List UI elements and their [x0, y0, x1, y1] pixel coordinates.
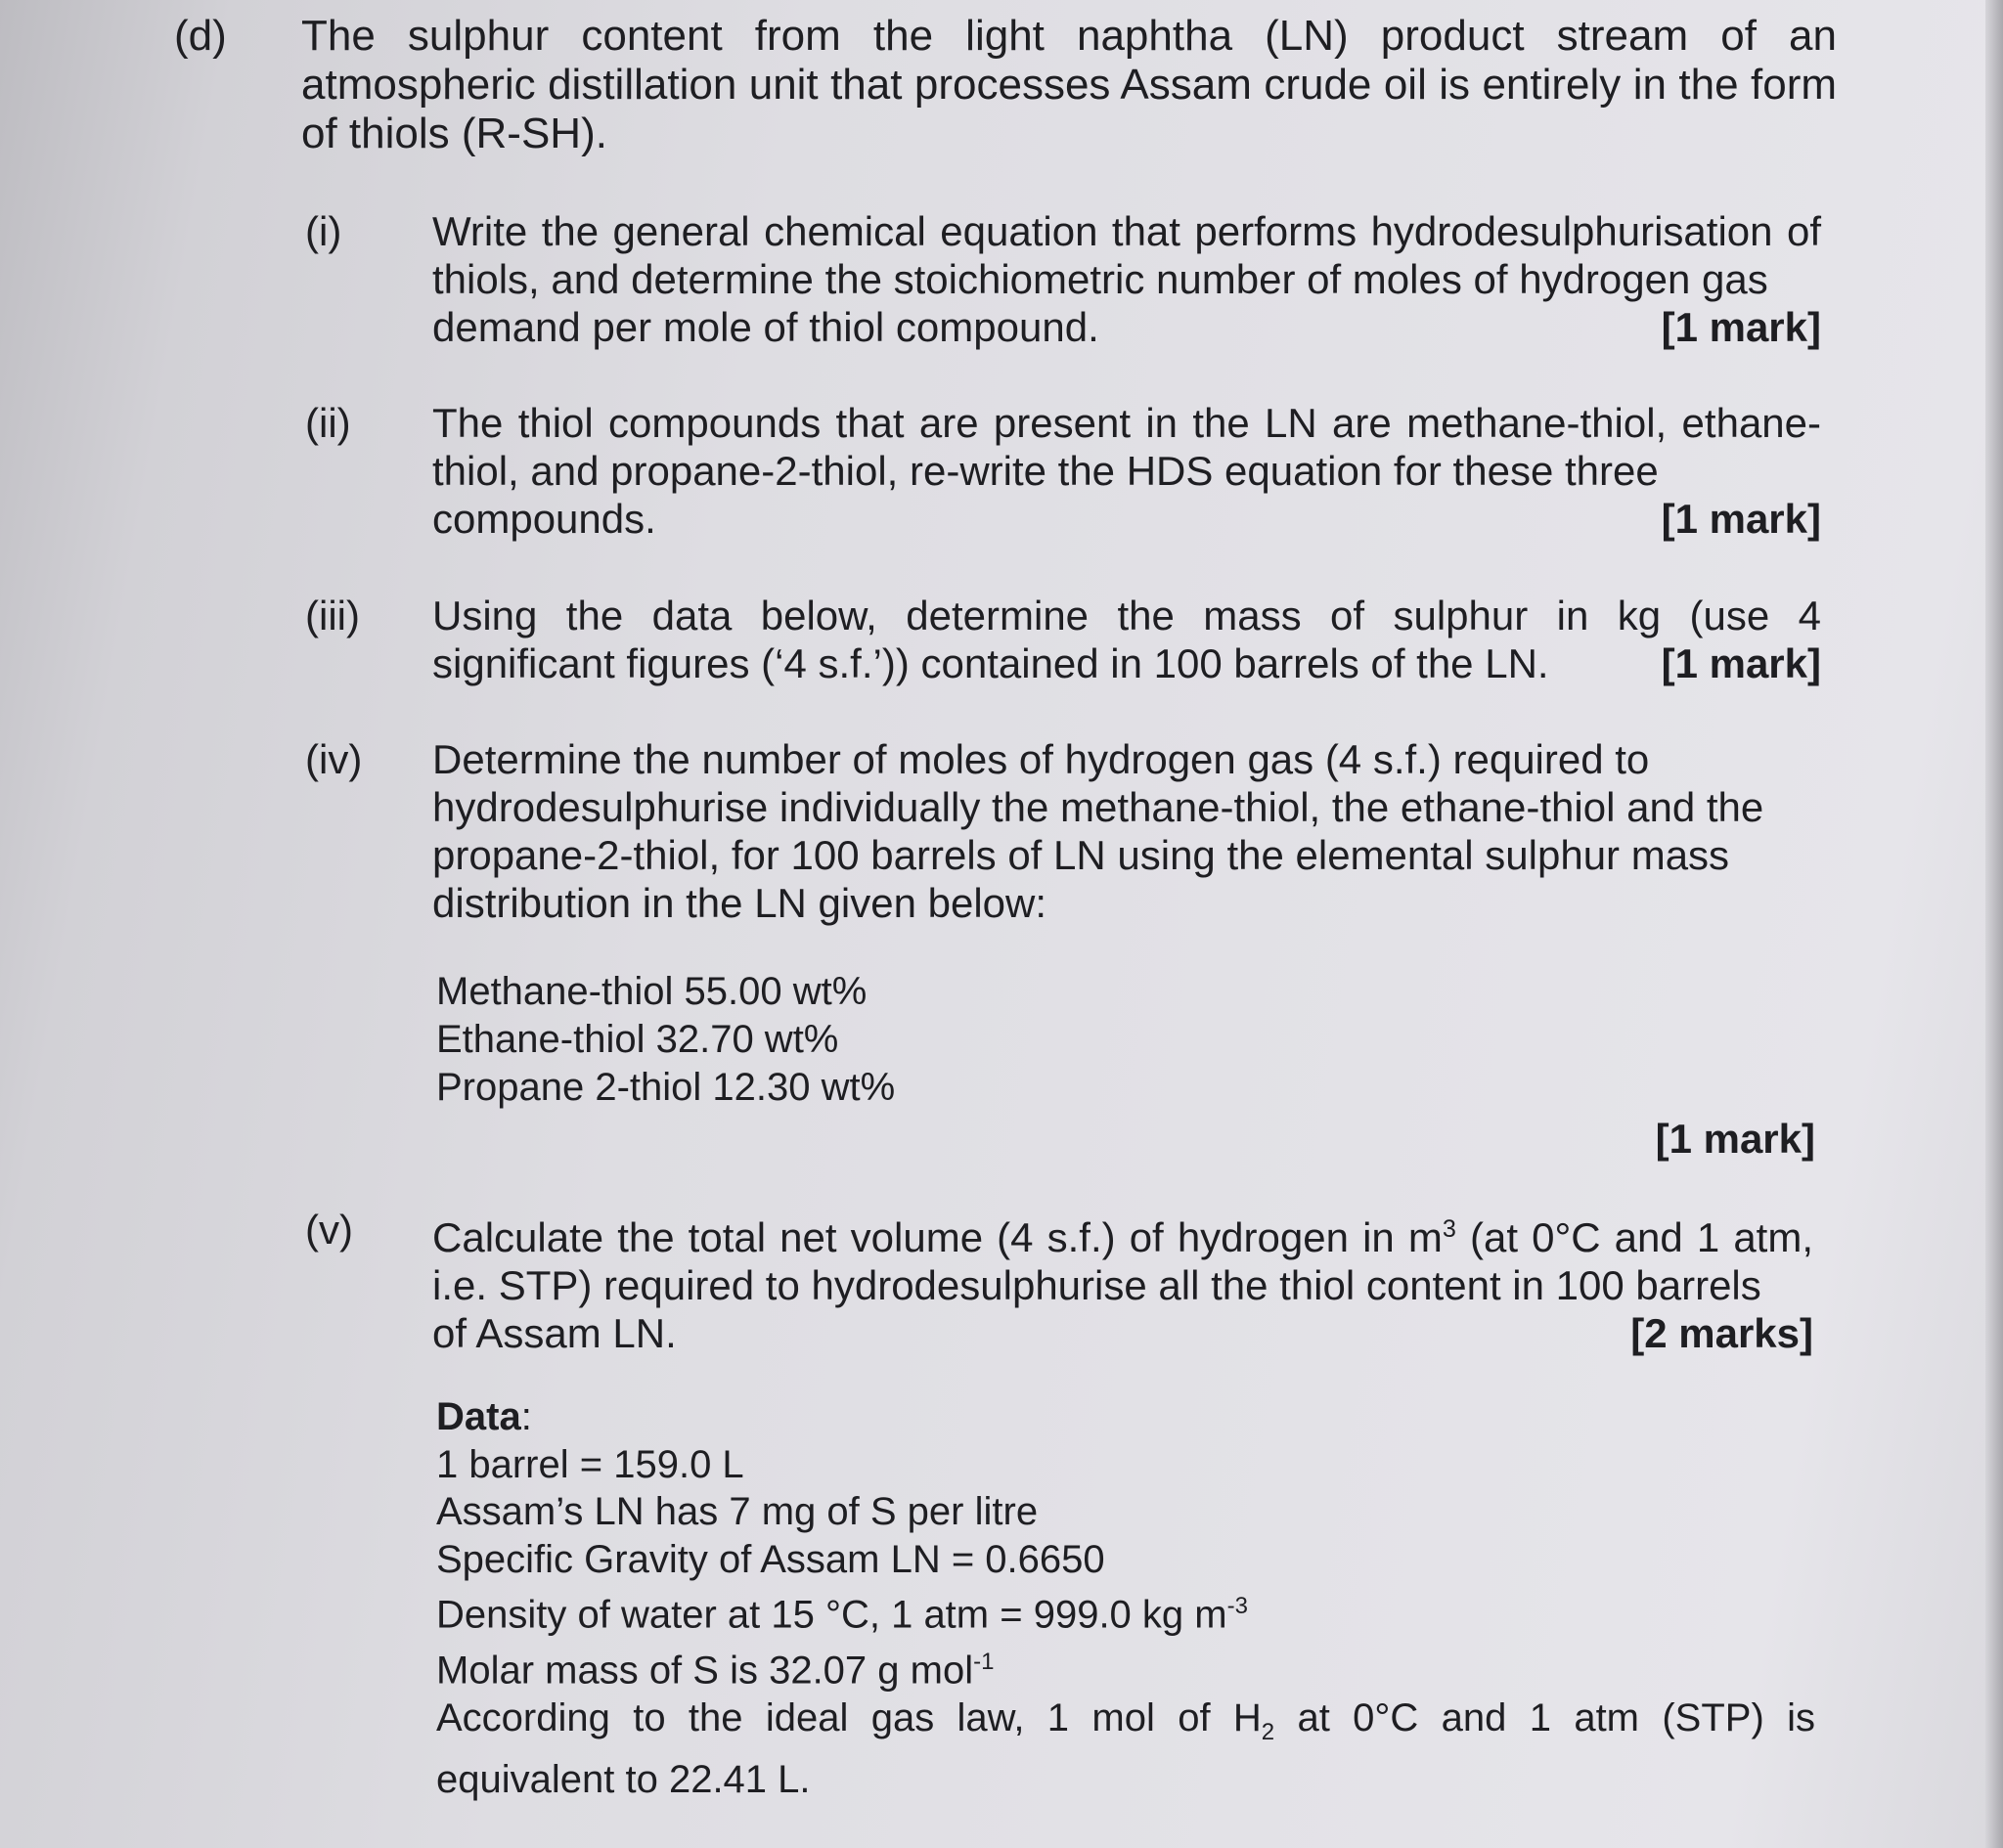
question-v-label: (v)	[305, 1207, 353, 1253]
question-v-text-a: Calculate the total net volume (4 s.f.) of hydrogen in m	[432, 1214, 1443, 1260]
data-ideal-gas-line	[436, 1694, 1815, 1757]
question-iii-text	[432, 592, 1821, 687]
distribution-methane: Methane-thiol 55.00 wt%	[436, 970, 868, 1013]
data-title-colon: :	[520, 1395, 532, 1438]
question-i-body: Write the general chemical equation that performs hydrodesulphurisation of thiols, and determine the stoichiometric number of moles of hydrogen gas	[432, 208, 1821, 302]
question-i-last-line	[432, 303, 1821, 351]
data-water-density	[436, 1583, 1815, 1639]
data-block	[436, 1393, 1815, 1804]
question-ii-text	[432, 399, 1821, 543]
question-iii-body: Using the data below, determine the mass of sulphur in kg (use 4	[432, 593, 1821, 638]
question-i-mark: [1 mark]	[1661, 304, 1821, 350]
data-ideal-gas-text-b: at 0°C and 1 atm (STP) is	[1274, 1695, 1815, 1739]
question-v-text-b: (at 0°C and 1 atm, i.e. STP) required to hydrodesulphurise all the thiol content in 100 barrels	[432, 1214, 1814, 1308]
question-iii-label: (iii)	[305, 593, 360, 638]
data-ideal-gas-sub: 2	[1261, 1718, 1275, 1745]
question-iv-mark: [1 mark]	[1655, 1116, 1815, 1162]
question-iii-last-line	[432, 639, 1821, 687]
data-title-line	[436, 1393, 1815, 1441]
question-v-text	[432, 1206, 1813, 1357]
question-iv-text: Determine the number of moles of hydrogen gas (4 s.f.) required to hydrodesulphurise individually the methane-thiol, the ethane-thiol and the propane-2-thiol, for 100 barrels of LN using the elemental sulphur mass distribution in the LN given below:	[432, 736, 1764, 926]
question-ii-last-text: compounds.	[432, 496, 656, 542]
question-ii-body: The thiol compounds that are present in the LN are methane-thiol, ethane-thiol, and propane-2-thiol, re-write the HDS equation for these three	[432, 400, 1821, 494]
part-label: (d)	[174, 12, 227, 60]
question-iii-mark: [1 mark]	[1661, 640, 1821, 686]
data-ideal-gas-last: equivalent to 22.41 L.	[436, 1758, 811, 1802]
intro-paragraph: The sulphur content from the light naphtha (LN) product stream of an atmospheric distillation unit that processes Assam crude oil is entirely in the form of thiols (R-SH).	[301, 12, 1837, 157]
distribution-ethane: Ethane-thiol 32.70 wt%	[436, 1018, 839, 1061]
question-v-last-text: of Assam LN.	[432, 1310, 677, 1356]
question-i-last-text: demand per mole of thiol compound.	[432, 304, 1099, 350]
sulphur-distribution-list	[436, 968, 895, 1112]
data-sulphur-content: Assam’s LN has 7 mg of S per litre	[436, 1490, 1039, 1533]
data-ideal-gas-text-a: According to the ideal gas law, 1 mol of H	[436, 1695, 1262, 1739]
data-water-density-sup: -3	[1226, 1593, 1248, 1619]
data-title: Data	[436, 1395, 521, 1438]
question-v-body	[432, 1206, 1813, 1309]
data-molar-mass-sup: -1	[973, 1648, 995, 1675]
data-specific-gravity: Specific Gravity of Assam LN = 0.6650	[436, 1537, 1105, 1581]
data-water-density-text: Density of water at 15 °C, 1 atm = 999.0 kg m	[436, 1593, 1227, 1637]
question-ii-last-line	[432, 495, 1821, 543]
question-ii-mark: [1 mark]	[1661, 496, 1821, 542]
question-i-text	[432, 207, 1821, 351]
question-ii-label: (ii)	[305, 400, 351, 446]
data-barrel: 1 barrel = 159.0 L	[436, 1442, 744, 1486]
question-iii-last-text: significant figures (‘4 s.f.’)) contained in 100 barrels of the LN.	[432, 640, 1549, 686]
data-molar-mass	[436, 1639, 1815, 1694]
question-iv-label: (iv)	[305, 736, 363, 782]
distribution-propane: Propane 2-thiol 12.30 wt%	[436, 1066, 896, 1109]
question-v-superscript: 3	[1442, 1215, 1456, 1243]
screen-edge	[1985, 0, 2003, 1848]
question-i-label: (i)	[305, 208, 342, 254]
question-v-last-line	[432, 1309, 1813, 1357]
data-molar-mass-text: Molar mass of S is 32.07 g mol	[436, 1649, 974, 1693]
question-v-mark: [2 marks]	[1630, 1310, 1813, 1356]
